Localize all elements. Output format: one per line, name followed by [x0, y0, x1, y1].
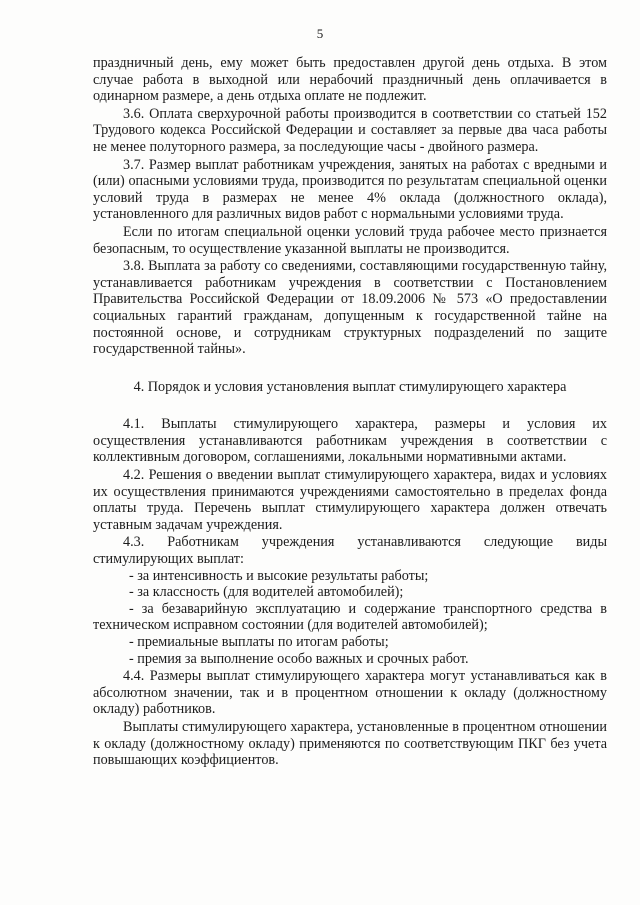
paragraph-4-2: 4.2. Решения о введении выплат стимулирующего характера, видах и условиях их осуществления принимаются учреждениями самостоятельно в пределах фонда оплаты труда. Перечень выплат стимулирующего характера должен отвечать уставным задачам учреждения. [93, 467, 607, 533]
paragraph-continuation: праздничный день, ему может быть предоставлен другой день отдыха. В этом случае работа в выходной или нерабочий праздничный день оплачивается в одинарном размере, а день отдыха оплате не подлежит. [93, 55, 607, 105]
page-number: 5 [316, 26, 324, 41]
list-item: - за классность (для водителей автомобилей); [129, 584, 404, 601]
paragraph-percent-payments: Выплаты стимулирующего характера, установленные в процентном отношении к окладу (должностному окладу) применяются по соответствующим ПКГ без учета повышающих коэффициентов. [93, 718, 607, 769]
list-item: - за безаварийную эксплуатацию и содержание транспортного средства в техническом исправном состоянии (для водителей автомобилей); [93, 600, 607, 634]
document-body [93, 55, 607, 769]
list-item: - за интенсивность и высокие результаты работы; [129, 567, 429, 584]
paragraph-3-8: 3.8. Выплата за работу со сведениями, составляющими государственную тайну, устанавливается работникам учреждения в соответствии с Постановлением Правительства Российской Федерации от 18.09.2006 № 573 «О предоставлении социальных гарантий гражданам, допущенным к государственной тайне на постоянной основе, и сотрудникам структурных подразделений по защите государственной тайны». [93, 258, 607, 358]
paragraph-3-6: 3.6. Оплата сверхурочной работы производится в соответствии со статьей 152 Трудового кодекса Российской Федерации и составляет за первые два часа работы не менее полуторного размера, за последующие часы - двойного размера. [93, 105, 607, 155]
paragraph-safe-workplace: Если по итогам специальной оценки условий труда рабочее место признается безопасным, то осуществление указанной выплаты не производится. [93, 223, 607, 257]
list-item: - премиальные выплаты по итогам работы; [129, 634, 389, 650]
paragraph-4-1: 4.1. Выплаты стимулирующего характера, размеры и условия их осуществления устанавливаются работникам учреждения в соответствии с коллективным договором, соглашениями, локальными нормативными актами. [93, 416, 607, 466]
paragraph-3-7: 3.7. Размер выплат работникам учреждения, занятых на работах с вредными и (или) опасными условиями труда, производится по результатам специальной оценки условий труда в размерах не менее 4% оклада (должностного оклада), установленного для различных видов работ с нормальными условиями труда. [93, 156, 607, 223]
paragraph-4-4: 4.4. Размеры выплат стимулирующего характера могут устанавливаться как в абсолютном значении, так и в процентном отношении к окладу (должностному окладу) работников. [93, 668, 607, 718]
list-item: - премия за выполнение особо важных и срочных работ. [129, 650, 469, 667]
paragraph-4-3: 4.3. Работникам учреждения устанавливаются следующие виды стимулирующих выплат: [93, 534, 607, 568]
section-heading: 4. Порядок и условия установления выплат стимулирующего характера [133, 378, 567, 395]
